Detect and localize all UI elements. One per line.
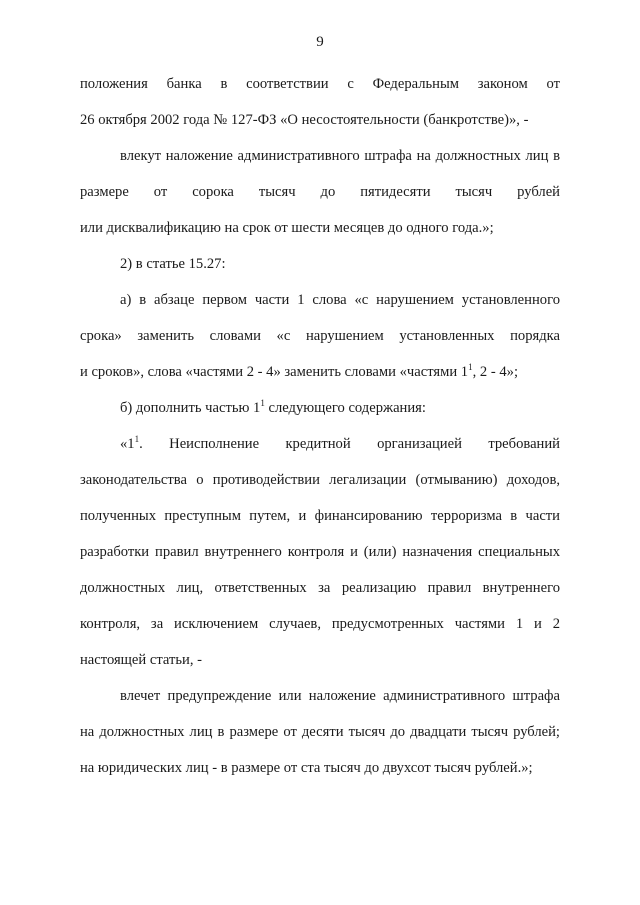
paragraph-rest: . Неисполнение кредитной организацией требований bbox=[139, 436, 560, 452]
superscript: 1 bbox=[468, 362, 473, 372]
text-line: полученных преступным путем, и финансированию терроризма в части bbox=[80, 508, 560, 524]
superscript: 1 bbox=[134, 434, 140, 444]
text-line: должностных лиц, ответственных за реализацию правил внутреннего bbox=[80, 580, 560, 596]
text-line: на должностных лиц в размере от десяти тысяч до двадцати тысяч рублей; bbox=[80, 724, 560, 740]
paragraph-lead: «$1^1$ bbox=[120, 434, 140, 452]
text-line: а) в абзаце первом части 1 слова «с нарушением установленного bbox=[120, 292, 560, 308]
text-line: разработки правил внутреннего контроля и (или) назначения специальных bbox=[80, 544, 560, 560]
text-line: 26 октября 2002 года № 127-ФЗ «О несостоятельности (банкротстве)», - bbox=[80, 112, 529, 128]
text-line: положения банка в соответствии с Федеральным законом от bbox=[80, 76, 560, 92]
superscript: 1 bbox=[260, 398, 265, 408]
text-line: влекут наложение административного штрафа на должностных лиц в bbox=[120, 148, 560, 164]
text-line bbox=[120, 435, 560, 453]
text-line: на юридических лиц - в размере от ста тысяч до двухсот тысяч рублей.»; bbox=[80, 760, 533, 776]
text-line: 2) в статье 15.27: bbox=[120, 256, 226, 272]
text-line: настоящей статьи, - bbox=[80, 652, 202, 668]
text-line: размере от сорока тысяч до пятидесяти тысяч рублей bbox=[80, 184, 560, 200]
text-line: влечет предупреждение или наложение административного штрафа bbox=[120, 688, 560, 704]
text-line: и сроков», слова «частями 2 - 4» заменить словами «частями $1^1$, 2 - 4»; bbox=[80, 362, 518, 380]
page-number: 9 bbox=[316, 34, 324, 50]
text-line: срока» заменить словами «с нарушением установленных порядка bbox=[80, 328, 560, 344]
text-line: или дисквалификацию на срок от шести месяцев до одного года.»; bbox=[80, 220, 494, 236]
text-line: б) дополнить частью $1^1$ следующего содержания: bbox=[120, 398, 426, 416]
text-line: законодательства о противодействии легализации (отмыванию) доходов, bbox=[80, 472, 560, 488]
text-line: контроля, за исключением случаев, предусмотренных частями 1 и 2 bbox=[80, 616, 560, 632]
